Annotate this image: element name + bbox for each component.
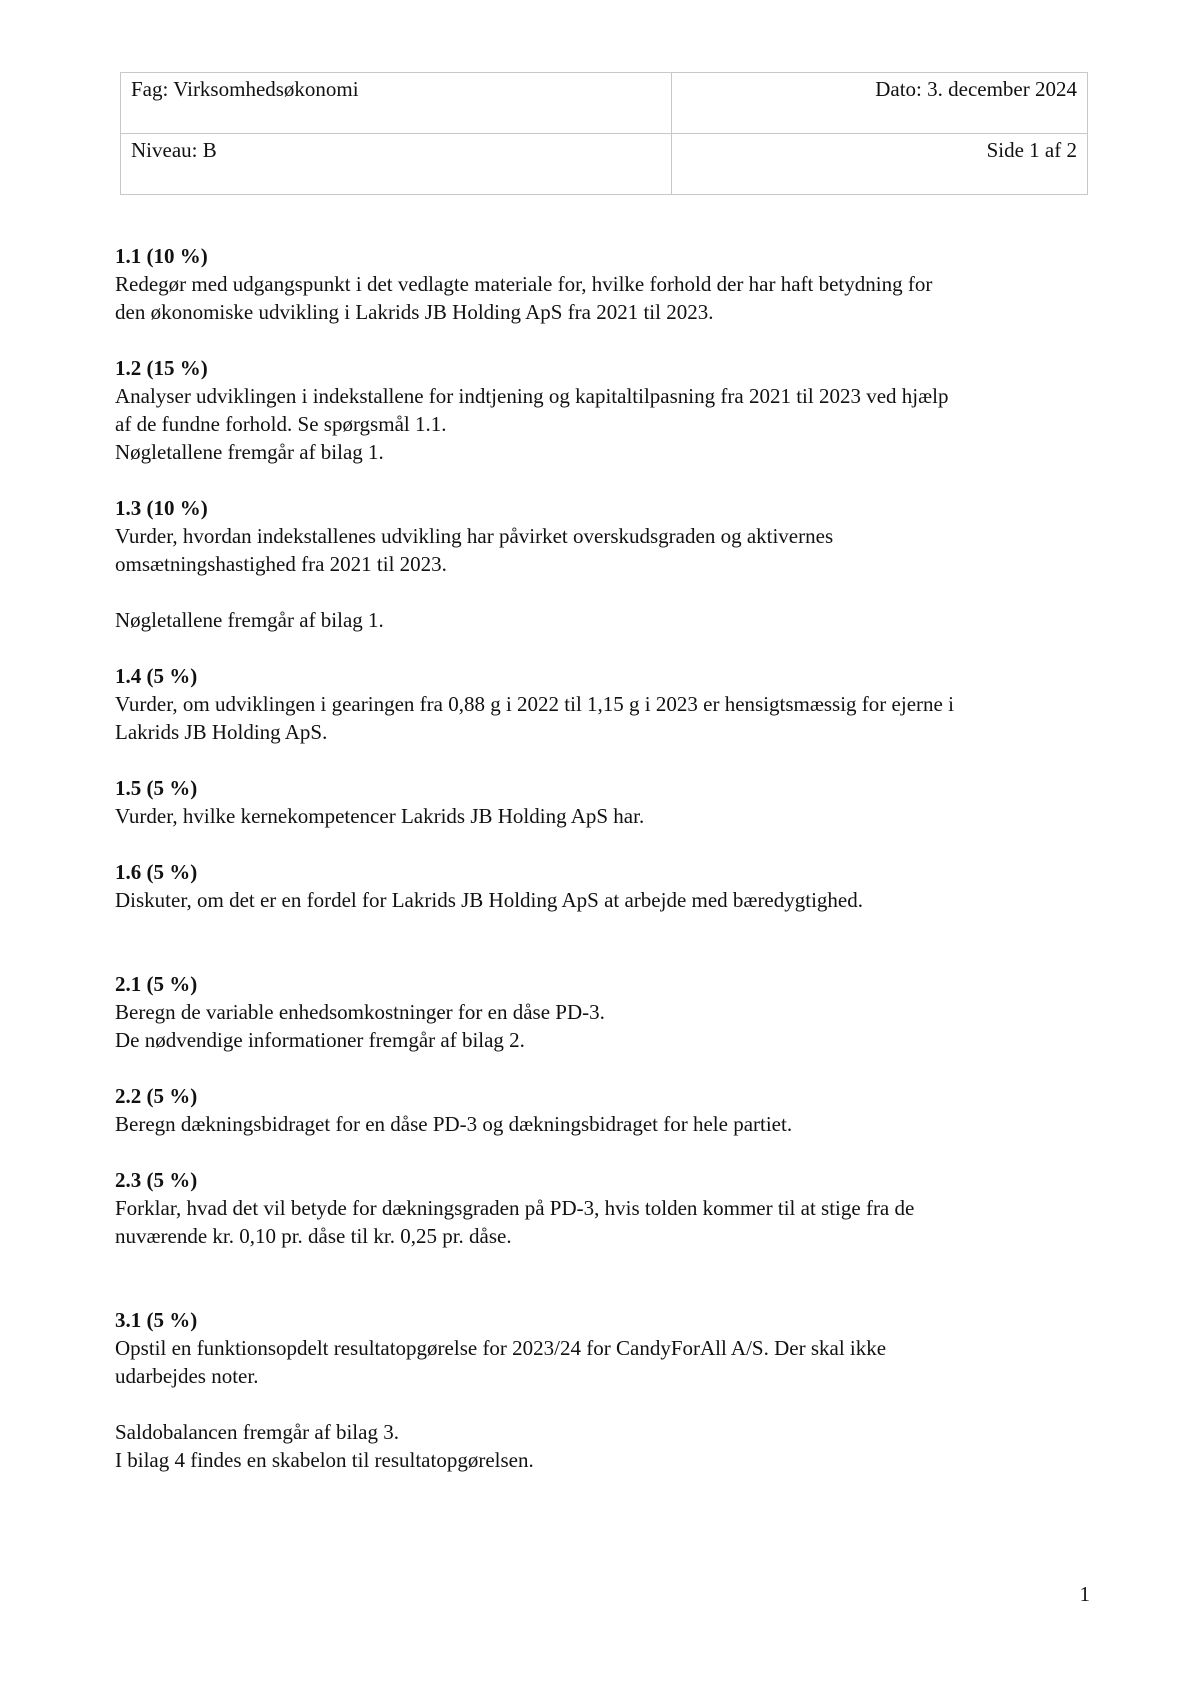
question-title: 1.4 (5 %) — [115, 664, 198, 688]
question-1-4 — [115, 662, 1100, 746]
blank-line — [115, 578, 1100, 606]
question-title: 2.3 (5 %) — [115, 1168, 198, 1192]
subject-cell: Fag: Virksomhedsøkonomi — [121, 73, 672, 134]
question-1-6 — [115, 858, 1100, 914]
header-table — [120, 72, 1088, 195]
question-title: 1.5 (5 %) — [115, 776, 198, 800]
question-3-1 — [115, 1306, 1100, 1474]
question-text: af de fundne forhold. Se spørgsmål 1.1. — [115, 412, 447, 436]
question-text: Beregn dækningsbidraget for en dåse PD-3 og dækningsbidraget for hele partiet. — [115, 1112, 793, 1136]
question-text: Redegør med udgangspunkt i det vedlagte materiale for, hvilke forhold der har haft betydning for — [115, 272, 933, 296]
section-gap — [115, 1278, 1100, 1306]
question-text: Beregn de variable enhedsomkostninger for en dåse PD-3. — [115, 1000, 605, 1024]
level-cell: Niveau: B — [121, 134, 672, 195]
question-title: 1.3 (10 %) — [115, 496, 208, 520]
question-text: nuværende kr. 0,10 pr. dåse til kr. 0,25 pr. dåse. — [115, 1224, 512, 1248]
question-text: Vurder, hvordan indekstallenes udvikling har påvirket overskudsgraden og aktivernes — [115, 524, 834, 548]
page-number: 1 — [1079, 1582, 1090, 1606]
question-1-2 — [115, 354, 1100, 466]
question-title: 2.1 (5 %) — [115, 972, 198, 996]
question-text: omsætningshastighed fra 2021 til 2023. — [115, 552, 447, 576]
question-text: Saldobalancen fremgår af bilag 3. — [115, 1420, 399, 1444]
question-title: 1.6 (5 %) — [115, 860, 198, 884]
question-text: udarbejdes noter. — [115, 1364, 259, 1388]
question-text: Lakrids JB Holding ApS. — [115, 720, 328, 744]
question-text: Opstil en funktionsopdelt resultatopgørelse for 2023/24 for CandyForAll A/S. Der skal ikke — [115, 1336, 887, 1360]
blank-line — [115, 1390, 1100, 1418]
question-text: Analyser udviklingen i indekstallene for indtjening og kapitaltilpasning fra 2021 til 2023 ved hjælp — [115, 384, 949, 408]
question-text: I bilag 4 findes en skabelon til resultatopgørelsen. — [115, 1448, 534, 1472]
question-text: Nøgletallene fremgår af bilag 1. — [115, 440, 384, 464]
question-2-1 — [115, 970, 1100, 1054]
question-text: Diskuter, om det er en fordel for Lakrids JB Holding ApS at arbejde med bæredygtighed. — [115, 888, 863, 912]
question-1-5 — [115, 774, 1100, 830]
question-2-3 — [115, 1166, 1100, 1250]
question-text: Vurder, om udviklingen i gearingen fra 0,88 g i 2022 til 1,15 g i 2023 er hensigtsmæssig for ejerne i — [115, 692, 954, 716]
question-2-2 — [115, 1082, 1100, 1138]
question-text: Vurder, hvilke kernekompetencer Lakrids JB Holding ApS har. — [115, 804, 645, 828]
question-text: Forklar, hvad det vil betyde for dækningsgraden på PD-3, hvis tolden kommer til at stige fra de — [115, 1196, 915, 1220]
section-gap — [115, 942, 1100, 970]
question-text: Nøgletallene fremgår af bilag 1. — [115, 608, 384, 632]
question-title: 3.1 (5 %) — [115, 1308, 198, 1332]
question-title: 1.1 (10 %) — [115, 244, 208, 268]
question-title: 2.2 (5 %) — [115, 1084, 198, 1108]
page-cell: Side 1 af 2 — [672, 134, 1088, 195]
questions-body — [115, 242, 1100, 1502]
question-text: De nødvendige informationer fremgår af bilag 2. — [115, 1028, 525, 1052]
question-text: den økonomiske udvikling i Lakrids JB Holding ApS fra 2021 til 2023. — [115, 300, 714, 324]
question-1-3 — [115, 494, 1100, 634]
question-title: 1.2 (15 %) — [115, 356, 208, 380]
date-cell: Dato: 3. december 2024 — [672, 73, 1088, 134]
question-1-1 — [115, 242, 1100, 326]
